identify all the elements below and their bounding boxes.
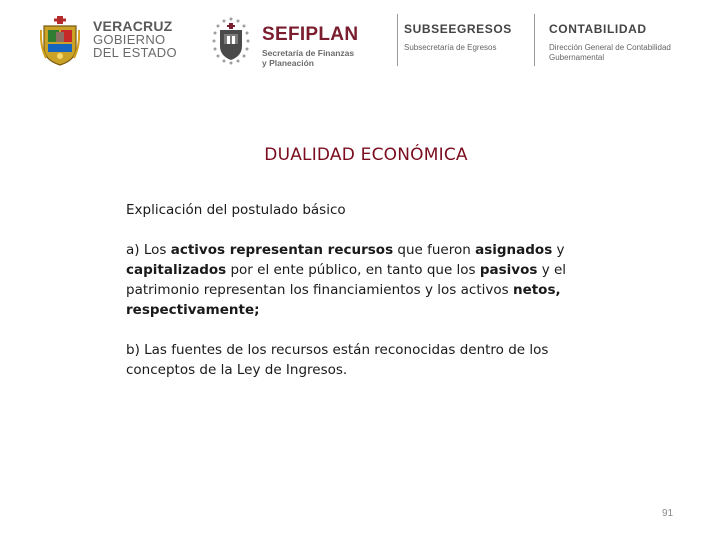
paragraph-a-run: que fueron — [393, 242, 476, 258]
subsecretaria-subtitle: Subsecretaría de Egresos — [404, 43, 497, 52]
veracruz-logo-text — [93, 20, 177, 59]
subsecretaria-title: SUBSEEGRESOS — [404, 22, 512, 36]
contabilidad-block — [549, 22, 684, 63]
paragraph-a-run: y — [552, 242, 565, 258]
main-content — [126, 200, 604, 380]
paragraph-a-run: netos, respectivamente; — [126, 282, 561, 318]
paragraph-a-run: a) Los — [126, 242, 171, 258]
header-divider-1 — [397, 14, 398, 66]
veracruz-line2: GOBIERNO — [93, 32, 166, 47]
contabilidad-subtitle-line2: Gubernamental — [549, 53, 605, 62]
sefiplan-line1: Secretaría de Finanzas — [262, 48, 355, 58]
sefiplan-seal-icon — [207, 16, 255, 68]
paragraph-a-run: y el patrimonio representan los financiamientos y los activos — [126, 262, 567, 298]
header — [0, 0, 720, 90]
sefiplan-logo-text — [262, 25, 358, 68]
contabilidad-subtitle-line1: Dirección General de Contabilidad — [549, 43, 671, 52]
veracruz-coat-of-arms-icon — [40, 16, 80, 66]
subsecretaria-block — [404, 22, 512, 52]
section-subtitle: Explicación del postulado básico — [126, 202, 346, 218]
page-title: DUALIDAD ECONÓMICA — [264, 145, 468, 165]
sefiplan-name: SEFIPLAN — [262, 24, 359, 45]
veracruz-line3: DEL ESTADO — [93, 45, 177, 60]
paragraph-a-run: capitalizados — [126, 262, 227, 278]
contabilidad-subtitle — [549, 43, 684, 63]
paragraph-b: b) Las fuentes de los recursos están reconocidas dentro de los conceptos de la Ley de Ingresos. — [126, 342, 549, 378]
paragraph-a-run: por el ente público, en tanto que los — [226, 262, 480, 278]
sefiplan-line2: y Planeación — [262, 58, 314, 68]
veracruz-line1: VERACRUZ — [93, 18, 173, 34]
contabilidad-title: CONTABILIDAD — [549, 22, 647, 36]
page-number: 91 — [662, 508, 674, 519]
paragraph-a — [126, 240, 604, 320]
header-divider-2 — [534, 14, 535, 66]
paragraph-a-run: pasivos — [479, 262, 538, 278]
paragraph-a-run: activos representan recursos — [170, 242, 394, 258]
paragraph-a-run: asignados — [475, 242, 553, 258]
